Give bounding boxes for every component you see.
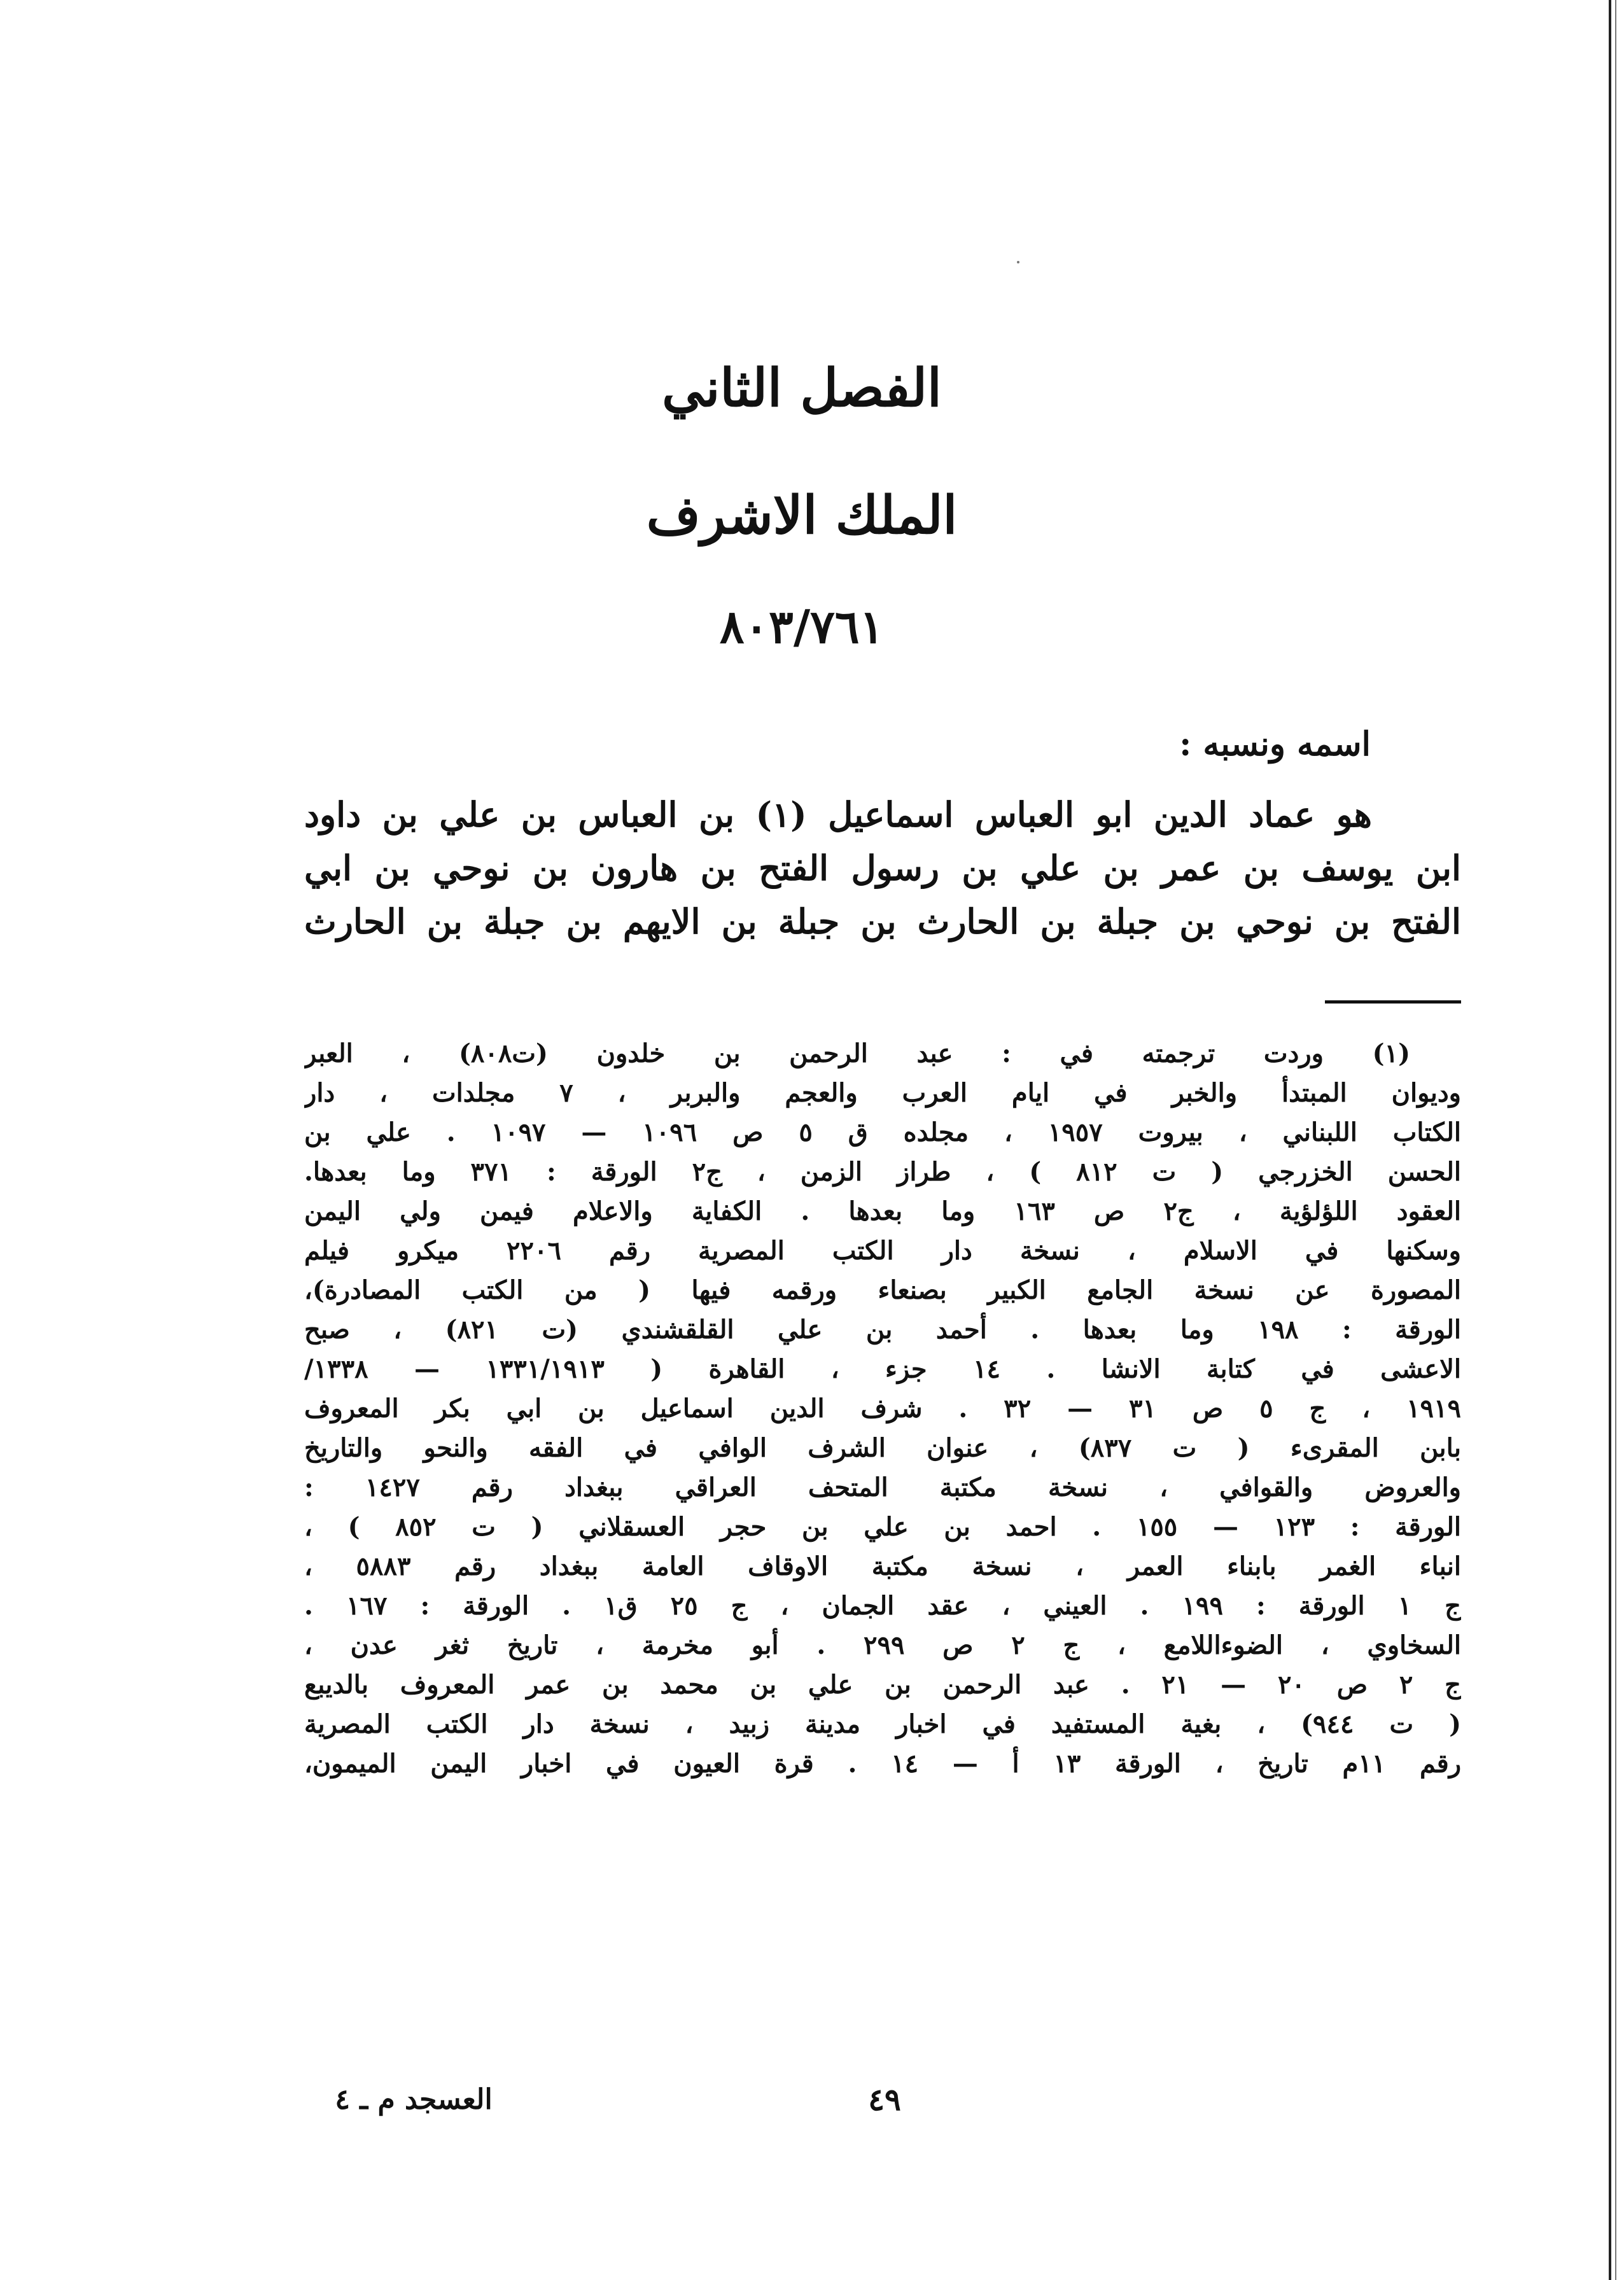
footnote-line: رقم ١١م تاريخ ، الورقة ١٣ أ — ١٤ . قرة العيون في اخبار اليمن الميمون، <box>304 1749 1461 1779</box>
footnote-line: ( ت ٩٤٤) ، بغية المستفيد في اخبار مدينة زبيد ، نسخة دار الكتب المصرية <box>304 1709 1461 1739</box>
footnote-line: ١٩١٩ ، ج ٥ ص ٣١ — ٣٢ . شرف الدين اسماعيل بن ابي بكر المعروف <box>304 1394 1461 1423</box>
body-line: هو عماد الدين ابو العباس اسماعيل (١) بن العباس بن علي بن داود <box>304 794 1372 835</box>
section-heading: اسمه ونسبه : <box>1179 725 1371 764</box>
reign-years: ٨٠٣/٧٦١ <box>719 599 885 654</box>
footnote-line: السخاوي ، الضوءاللامع ، ج ٢ ص ٢٩٩ . أبو مخرمة ، تاريخ ثغر عدن ، <box>304 1630 1461 1660</box>
footnote-line: (١) وردت ترجمته في : عبد الرحمن بن خلدون (ت٨٠٨) ، العبر <box>304 1039 1410 1068</box>
body-line: ابن يوسف بن عمر بن علي بن رسول الفتح بن هارون بن نوحي بن ابي <box>304 848 1461 888</box>
scan-speck <box>1017 261 1019 263</box>
footnote-line: الكتاب اللبناني ، بيروت ١٩٥٧ ، مجلده ق ٥ ص ١٠٩٦ — ١٠٩٧ . علي بن <box>304 1117 1461 1147</box>
chapter-title: الفصل الثاني <box>662 358 942 419</box>
king-title: الملك الاشرف <box>646 485 958 546</box>
page-edge-shadow <box>1609 0 1611 2280</box>
footnote-line: انباء الغمر بابناء العمر ، نسخة مكتبة الاوقاف العامة ببغداد رقم ٥٨٨٣ ، <box>304 1551 1461 1581</box>
footnote-line: الورقة : ١٩٨ وما بعدها . أحمد بن علي القلقشندي (ت ٨٢١) ، صبح <box>304 1315 1461 1345</box>
main-paragraph <box>304 788 1461 948</box>
footnote-line: العقود اللؤلؤية ، ج٢ ص ١٦٣ وما بعدها . الكفاية والاعلام فيمن ولي اليمن <box>304 1196 1461 1226</box>
footnote-line: الورقة : ١٢٣ — ١٥٥ . احمد بن علي بن حجر العسقلاني ( ت ٨٥٢ ) ، <box>304 1512 1461 1542</box>
footnote-line: الاعشى في كتابة الانشا . ١٤ جزء ، القاهرة ( ١٣٣١/١٩١٣ — ١٣٣٨/ <box>304 1354 1461 1384</box>
body-line: الفتح بن نوحي بن جبلة بن الحارث بن جبلة بن الايهم بن جبلة بن الحارث <box>304 901 1461 942</box>
footnotes-block <box>304 1034 1461 1784</box>
footnote-line: بابن المقرىء ( ت ٨٣٧) ، عنوان الشرف الوافي في الفقه والنحو والتاريخ <box>304 1433 1461 1463</box>
footnote-line: ج ١ الورقة : ١٩٩ . العيني ، عقد الجمان ، ج ٢٥ ق١ . الورقة : ١٦٧ . <box>304 1591 1461 1621</box>
footnote-line: ج ٢ ص ٢٠ — ٢١ . عبد الرحمن بن علي بن محمد بن عمر المعروف بالديبع <box>304 1670 1461 1700</box>
page-edge-shadow-inner <box>1615 0 1616 2280</box>
footnote-line: المصورة عن نسخة الجامع الكبير بصنعاء ورقمه فيها ( من الكتب المصادرة)، <box>304 1275 1461 1305</box>
signature-mark: العسجد م ـ ٤ <box>335 2083 493 2116</box>
footnote-line: والعروض والقوافي ، نسخة مكتبة المتحف العراقي ببغداد رقم ١٤٢٧ : <box>304 1472 1461 1502</box>
page-number: ٤٩ <box>868 2082 901 2118</box>
footnote-separator <box>1325 1000 1461 1004</box>
footnote-line: وسكنها في الاسلام ، نسخة دار الكتب المصرية رقم ٢٢٠٦ ميكرو فيلم <box>304 1236 1461 1266</box>
footnote-line: وديوان المبتدأ والخبر في ايام العرب والعجم والبربر ، ٧ مجلدات ، دار <box>304 1078 1461 1108</box>
footnote-line: الحسن الخزرجي ( ت ٨١٢ ) ، طراز الزمن ، ج٢ الورقة : ٣٧١ وما بعدها. <box>304 1157 1461 1187</box>
